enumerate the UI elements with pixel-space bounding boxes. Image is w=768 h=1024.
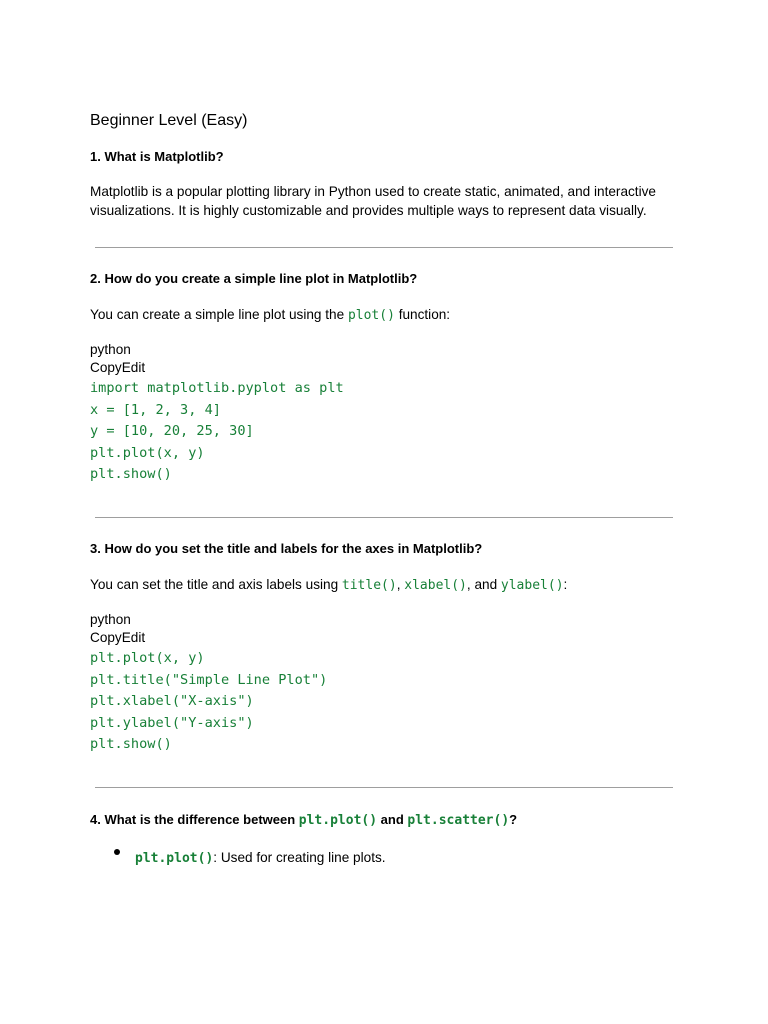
code-block — [90, 648, 327, 756]
question-1-title: 1. What is Matplotlib? — [90, 149, 224, 164]
intro-text: : — [563, 577, 568, 592]
code-line: plt.ylabel("Y-axis") — [90, 714, 254, 731]
code-line: x = [1, 2, 3, 4] — [90, 401, 221, 418]
question-3-intro — [90, 575, 567, 595]
intro-text: You can create a simple line plot using the — [90, 307, 348, 322]
section-divider — [95, 247, 673, 248]
intro-text: function: — [394, 307, 451, 322]
inline-code: plt.plot() — [135, 851, 214, 866]
question-1-answer: Matplotlib is a popular plotting library in Python used to create static, animated, and interactive visualizations. It is highly customizable and provides multiple ways to represent data visually. — [90, 184, 656, 218]
inline-code: plot() — [347, 308, 395, 323]
separator-text: , — [396, 577, 405, 592]
section-divider — [95, 787, 673, 788]
title-text: 4. What is the difference between — [90, 812, 299, 827]
code-block — [90, 378, 344, 486]
question-3-title: 3. How do you set the title and labels for the axes in Matplotlib? — [90, 541, 483, 556]
separator-text: , and — [466, 577, 501, 592]
copy-edit-label[interactable]: CopyEdit — [90, 630, 146, 645]
code-line: plt.show() — [90, 466, 172, 482]
copy-edit-label[interactable]: CopyEdit — [90, 360, 146, 375]
code-line: plt.show() — [90, 736, 172, 752]
code-line: y = [10, 20, 25, 30] — [90, 423, 254, 439]
code-line: plt.title("Simple Line Plot") — [90, 671, 328, 688]
code-line: plt.plot(x, y) — [90, 444, 205, 461]
code-language-label: python — [90, 612, 131, 627]
section-heading: Beginner Level (Easy) — [90, 112, 248, 129]
inline-code: title() — [341, 578, 397, 593]
bullet-icon — [114, 849, 120, 855]
title-text: and — [377, 812, 408, 827]
inline-code: plt.plot() — [298, 813, 378, 828]
list-item-text: : Used for creating line plots. — [213, 850, 386, 865]
question-2-intro — [90, 305, 450, 325]
intro-text: You can set the title and axis labels using — [90, 577, 342, 592]
code-line: plt.xlabel("X-axis") — [90, 693, 254, 709]
code-language-label: python — [90, 342, 131, 357]
inline-code: xlabel() — [404, 578, 467, 593]
title-text: ? — [509, 812, 518, 827]
inline-code: ylabel() — [500, 578, 564, 593]
list-item — [135, 848, 386, 868]
question-4-title — [90, 812, 517, 829]
question-2-title: 2. How do you create a simple line plot in Matplotlib? — [90, 271, 418, 286]
section-divider — [95, 517, 673, 518]
code-line: import matplotlib.pyplot as plt — [90, 380, 344, 396]
inline-code: plt.scatter() — [407, 813, 510, 828]
code-line: plt.plot(x, y) — [90, 650, 205, 666]
